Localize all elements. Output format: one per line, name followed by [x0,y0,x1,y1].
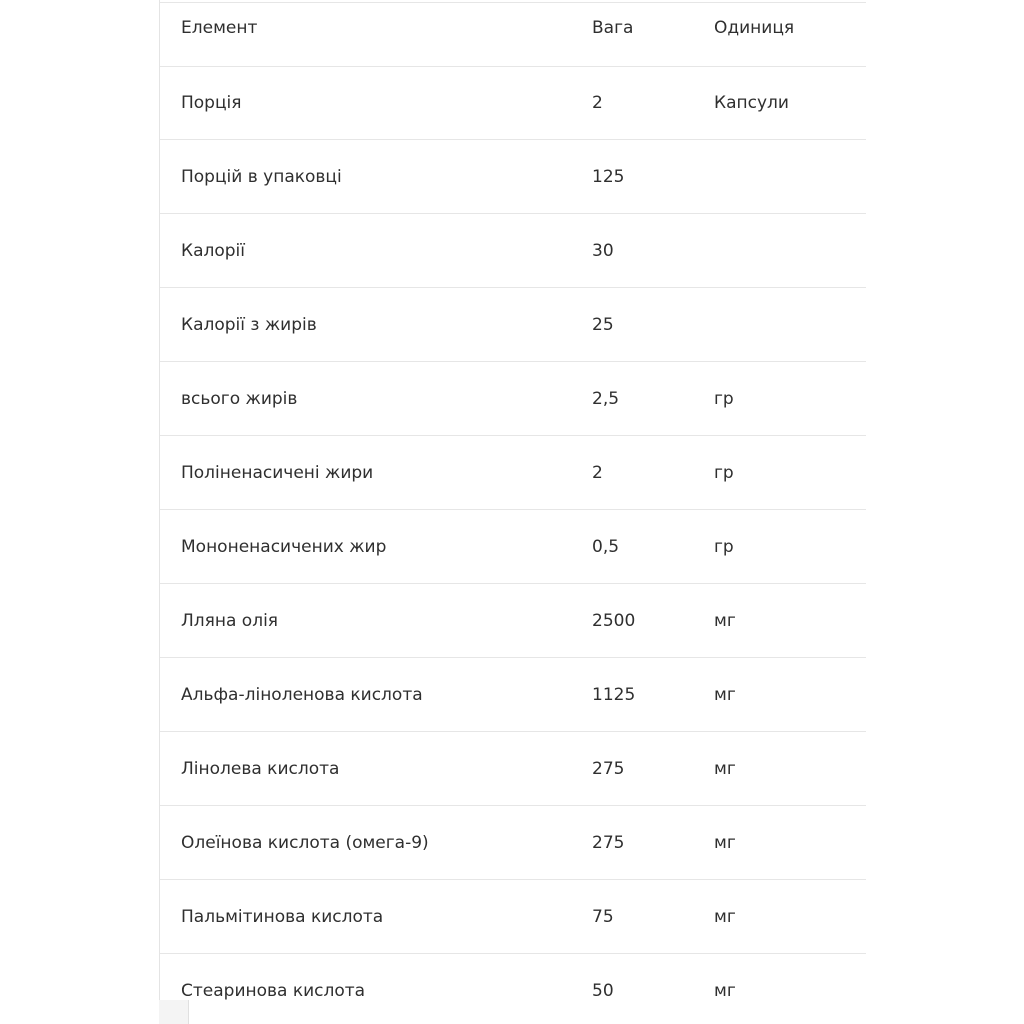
table-row [160,806,866,880]
table-row [160,288,866,362]
cell-weight: 0,5 [592,536,620,557]
cell-unit: гр [714,462,734,483]
table-row [160,362,866,436]
cell-weight: 2 [592,92,603,113]
cell-element: Олеїнова кислота (омега-9) [181,832,429,853]
nutrition-table [159,0,866,1024]
cell-weight: 2500 [592,610,636,631]
scrollbar-corner [159,1000,189,1024]
cell-element: Лінолева кислота [181,758,340,779]
header-unit: Одиниця [714,18,795,38]
cell-element: Калорії з жирів [181,314,317,335]
cell-unit: Капсули [714,92,789,113]
header-weight: Вага [592,18,634,38]
table-row [160,214,866,288]
cell-weight: 30 [592,240,614,261]
table-row [160,584,866,658]
cell-element: Поліненасичені жири [181,462,374,483]
table-row [160,436,866,510]
cell-element: Порція [181,92,242,113]
cell-unit: мг [714,906,736,927]
cell-element: Порцій в упаковці [181,166,342,187]
cell-weight: 1125 [592,684,636,705]
cell-unit: мг [714,832,736,853]
table-row [160,658,866,732]
cell-unit: мг [714,758,736,779]
cell-element: всього жирів [181,388,298,409]
cell-weight: 25 [592,314,614,335]
table-row [160,954,866,1024]
cell-element: Стеаринова кислота [181,980,366,1001]
cell-weight: 2,5 [592,388,620,409]
header-element: Елемент [181,18,258,38]
cell-weight: 275 [592,758,625,779]
cell-weight: 50 [592,980,614,1001]
cell-weight: 2 [592,462,603,483]
cell-weight: 125 [592,166,625,187]
cell-unit: гр [714,388,734,409]
cell-element: Лляна олія [181,610,279,631]
cell-element: Альфа-ліноленова кислота [181,684,423,705]
cell-unit: мг [714,610,736,631]
cell-element: Мононенасичених жир [181,536,387,557]
cell-weight: 275 [592,832,625,853]
table-row [160,510,866,584]
cell-element: Калорії [181,240,245,261]
table-row [160,880,866,954]
table-row [160,732,866,806]
table-header-row [160,0,866,67]
cell-unit: мг [714,684,736,705]
table-row [160,140,866,214]
cell-unit: гр [714,536,734,557]
cell-weight: 75 [592,906,614,927]
table-row [160,66,866,140]
cell-element: Пальмітинова кислота [181,906,384,927]
cell-unit: мг [714,980,736,1001]
